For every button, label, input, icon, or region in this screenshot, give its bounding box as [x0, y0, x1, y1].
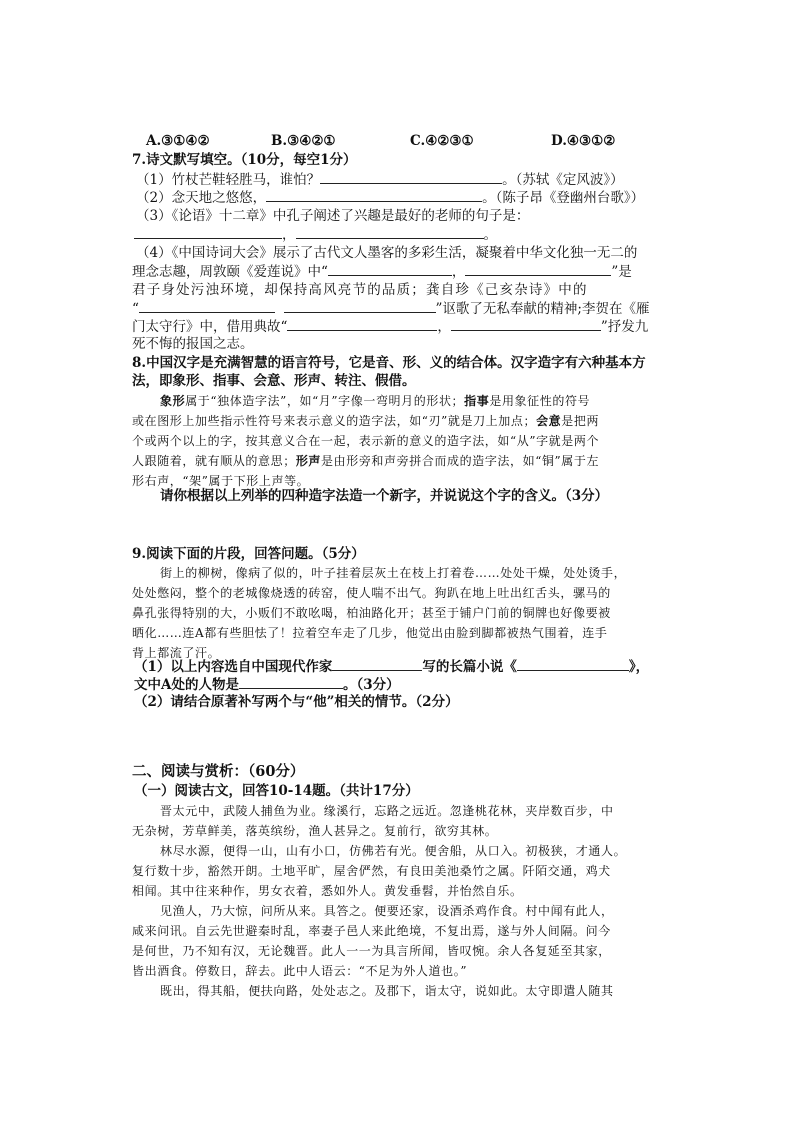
- q9-question-1: （1）以上内容选自中国现代作家 写的长篇小说《 》，: [134, 659, 650, 675]
- choice-d: D.④③①②: [551, 133, 616, 149]
- classical-text-10: 既出，得其船，便扶向路，处处志之。及郡下，诣太守，说如此。太守即遣人随其: [160, 984, 614, 998]
- classical-text-7: 咸来问讯。自云先世避秦时乱，率妻子邑人来此绝境，不复出焉，遂与外人间隔。问今: [132, 924, 611, 938]
- q9-passage-4: 晒化……连A都有些胆怯了！拉着空车走了几步，他觉出由脸到脚都被热气围着，连手: [132, 626, 608, 640]
- answer-blank[interactable]: [465, 263, 611, 276]
- q8-text-4: 人跟随着，就有顺从的意思；形声是由形旁和声旁拼合而成的造字法，如“铜”属于左: [132, 454, 600, 468]
- q7-line4c: 君子身处污浊环境，却保持高风亮节的品质；龚自珍《己亥杂诗》中的: [132, 282, 588, 298]
- section2-title: 二、阅读与赏析：（60分）: [132, 763, 305, 780]
- q7-line4d: “ ”讴歌了无私奉献的精神;李贺在《雁: [132, 301, 650, 317]
- q8-title-1: 8.中国汉字是充满智慧的语言符号，它是音、形、义的结合体。汉字造字有六种基本方: [132, 355, 646, 371]
- q8-text-2: 或在图形上加些指示性符号来表示意义的造字法，如“刃”就是刀上加点；会意是把两: [132, 414, 600, 428]
- character-blank[interactable]: [239, 676, 343, 689]
- q9-passage-2: 处处憋闷，整个的老城像烧透的砖窑，使人喘不出气。狗趴在地上吐出红舌头，骡马的: [132, 586, 611, 600]
- novel-blank[interactable]: [517, 658, 629, 671]
- q9-passage-1: 街上的柳树，像病了似的，叶子挂着层灰土在枝上打着卷……处处干燥，处处烫手，: [160, 566, 627, 580]
- answer-blank[interactable]: [296, 226, 484, 239]
- q8-title-2: 法，即象形、指事、会意、形声、转注、假借。: [132, 373, 416, 389]
- q8-text-3: 个或两个以上的字，按其意义合在一起，表示新的意义的造字法，如“从”字就是两个: [132, 434, 600, 448]
- answer-blank[interactable]: [266, 189, 482, 202]
- classical-text-3: 林尽水源，便得一山，山有小口，仿佛若有光。便舍船，从口入。初极狭，才通人。: [160, 844, 627, 858]
- q7-line2: （2）念天地之悠悠， 。（陈子昂《登幽州台歌》）: [136, 190, 645, 206]
- q7-line3: （3）《论语》十二章》中孔子阐述了兴趣是最好的老师的句子是：: [136, 208, 530, 224]
- q7-line4b: 理念志趣，周敦颐《爱莲说》中“ ， ”是: [132, 264, 632, 280]
- classical-text-9: 皆出酒食。停数日，辞去。此中人语云：“不足为外人道也。”: [132, 964, 468, 978]
- author-blank[interactable]: [332, 658, 422, 671]
- q7-line4f: 死不悔的报国之志。: [132, 336, 254, 352]
- classical-text-8: 是何世，乃不知有汉，无论魏晋。此人一一为具言所闻，皆叹惋。余人各复延至其家，: [132, 944, 611, 958]
- choice-b: B.③④②①: [271, 133, 336, 149]
- classical-text-4: 复行数十步，豁然开朗。土地平旷，屋舍俨然，有良田美池桑竹之属。阡陌交通，鸡犬: [132, 864, 611, 878]
- q9-passage-3: 鼻孔张得特别的大，小贩们不敢吆喝，柏油路化开；甚至于铺户门前的铜牌也好像要被: [132, 606, 611, 620]
- q9-question-2: （2）请结合原著补写两个与“他”相关的情节。（2分）: [134, 694, 459, 710]
- classical-text-6: 见渔人，乃大惊，问所从来。具答之。便要还家，设酒杀鸡作食。村中闻有此人，: [160, 904, 614, 918]
- answer-blank[interactable]: [320, 171, 502, 184]
- q8-text-1: 象形属于“独体造字法”，如“月”字像一弯明月的形状；指事是用象征性的符号: [160, 394, 591, 408]
- q9-title: 9.阅读下面的片段，回答问题。（5分）: [132, 546, 365, 562]
- classical-text-5: 相闻。其中往来种作，男女衣着，悉如外人。黄发垂髫，并怡然自乐。: [132, 884, 523, 898]
- q7-line4e: 门太守行》中，借用典故“ ， ”抒发九: [132, 319, 649, 335]
- classical-text-1: 晋太元中，武陵人捕鱼为业。缘溪行，忘路之远近。忽逢桃花林，夹岸数百步，中: [160, 804, 614, 818]
- q9-question-1b: 文中A处的人物是 。（3分）: [134, 677, 400, 693]
- q9-passage-5: 背上都流了汗。: [132, 646, 221, 660]
- q8-task: 请你根据以上列举的四种造字法造一个新字，并说说这个字的含义。（3分）: [160, 488, 609, 504]
- choice-a: A.③①④②: [146, 133, 210, 149]
- section2-subtitle: （一）阅读古文，回答10-14题。（共计17分）: [134, 783, 419, 799]
- classical-text-2: 无杂树，芳草鲜美，落英缤纷，渔人甚异之。复前行，欲穷其林。: [132, 824, 498, 838]
- q7-line3-blanks: ， 。: [134, 226, 497, 243]
- answer-blank[interactable]: [139, 300, 275, 313]
- answer-blank[interactable]: [328, 263, 452, 276]
- answer-blank[interactable]: [287, 318, 437, 331]
- answer-blank[interactable]: [134, 226, 282, 239]
- answer-blank[interactable]: [284, 300, 436, 313]
- q7-line4a: （4）《中国诗词大会》展示了古代文人墨客的多彩生活，凝聚着中华文化独一无二的: [136, 245, 638, 261]
- choice-c: C.④②③①: [410, 133, 474, 149]
- q7-line1: （1）竹杖芒鞋轻胜马，谁怕？ 。（苏轼《定风波》）: [136, 172, 624, 188]
- answer-blank[interactable]: [451, 318, 601, 331]
- q8-text-5: 形右声，“架”属于下形上声等。: [132, 474, 310, 488]
- q7-title: 7.诗文默写填空。（10分，每空1分）: [132, 152, 357, 168]
